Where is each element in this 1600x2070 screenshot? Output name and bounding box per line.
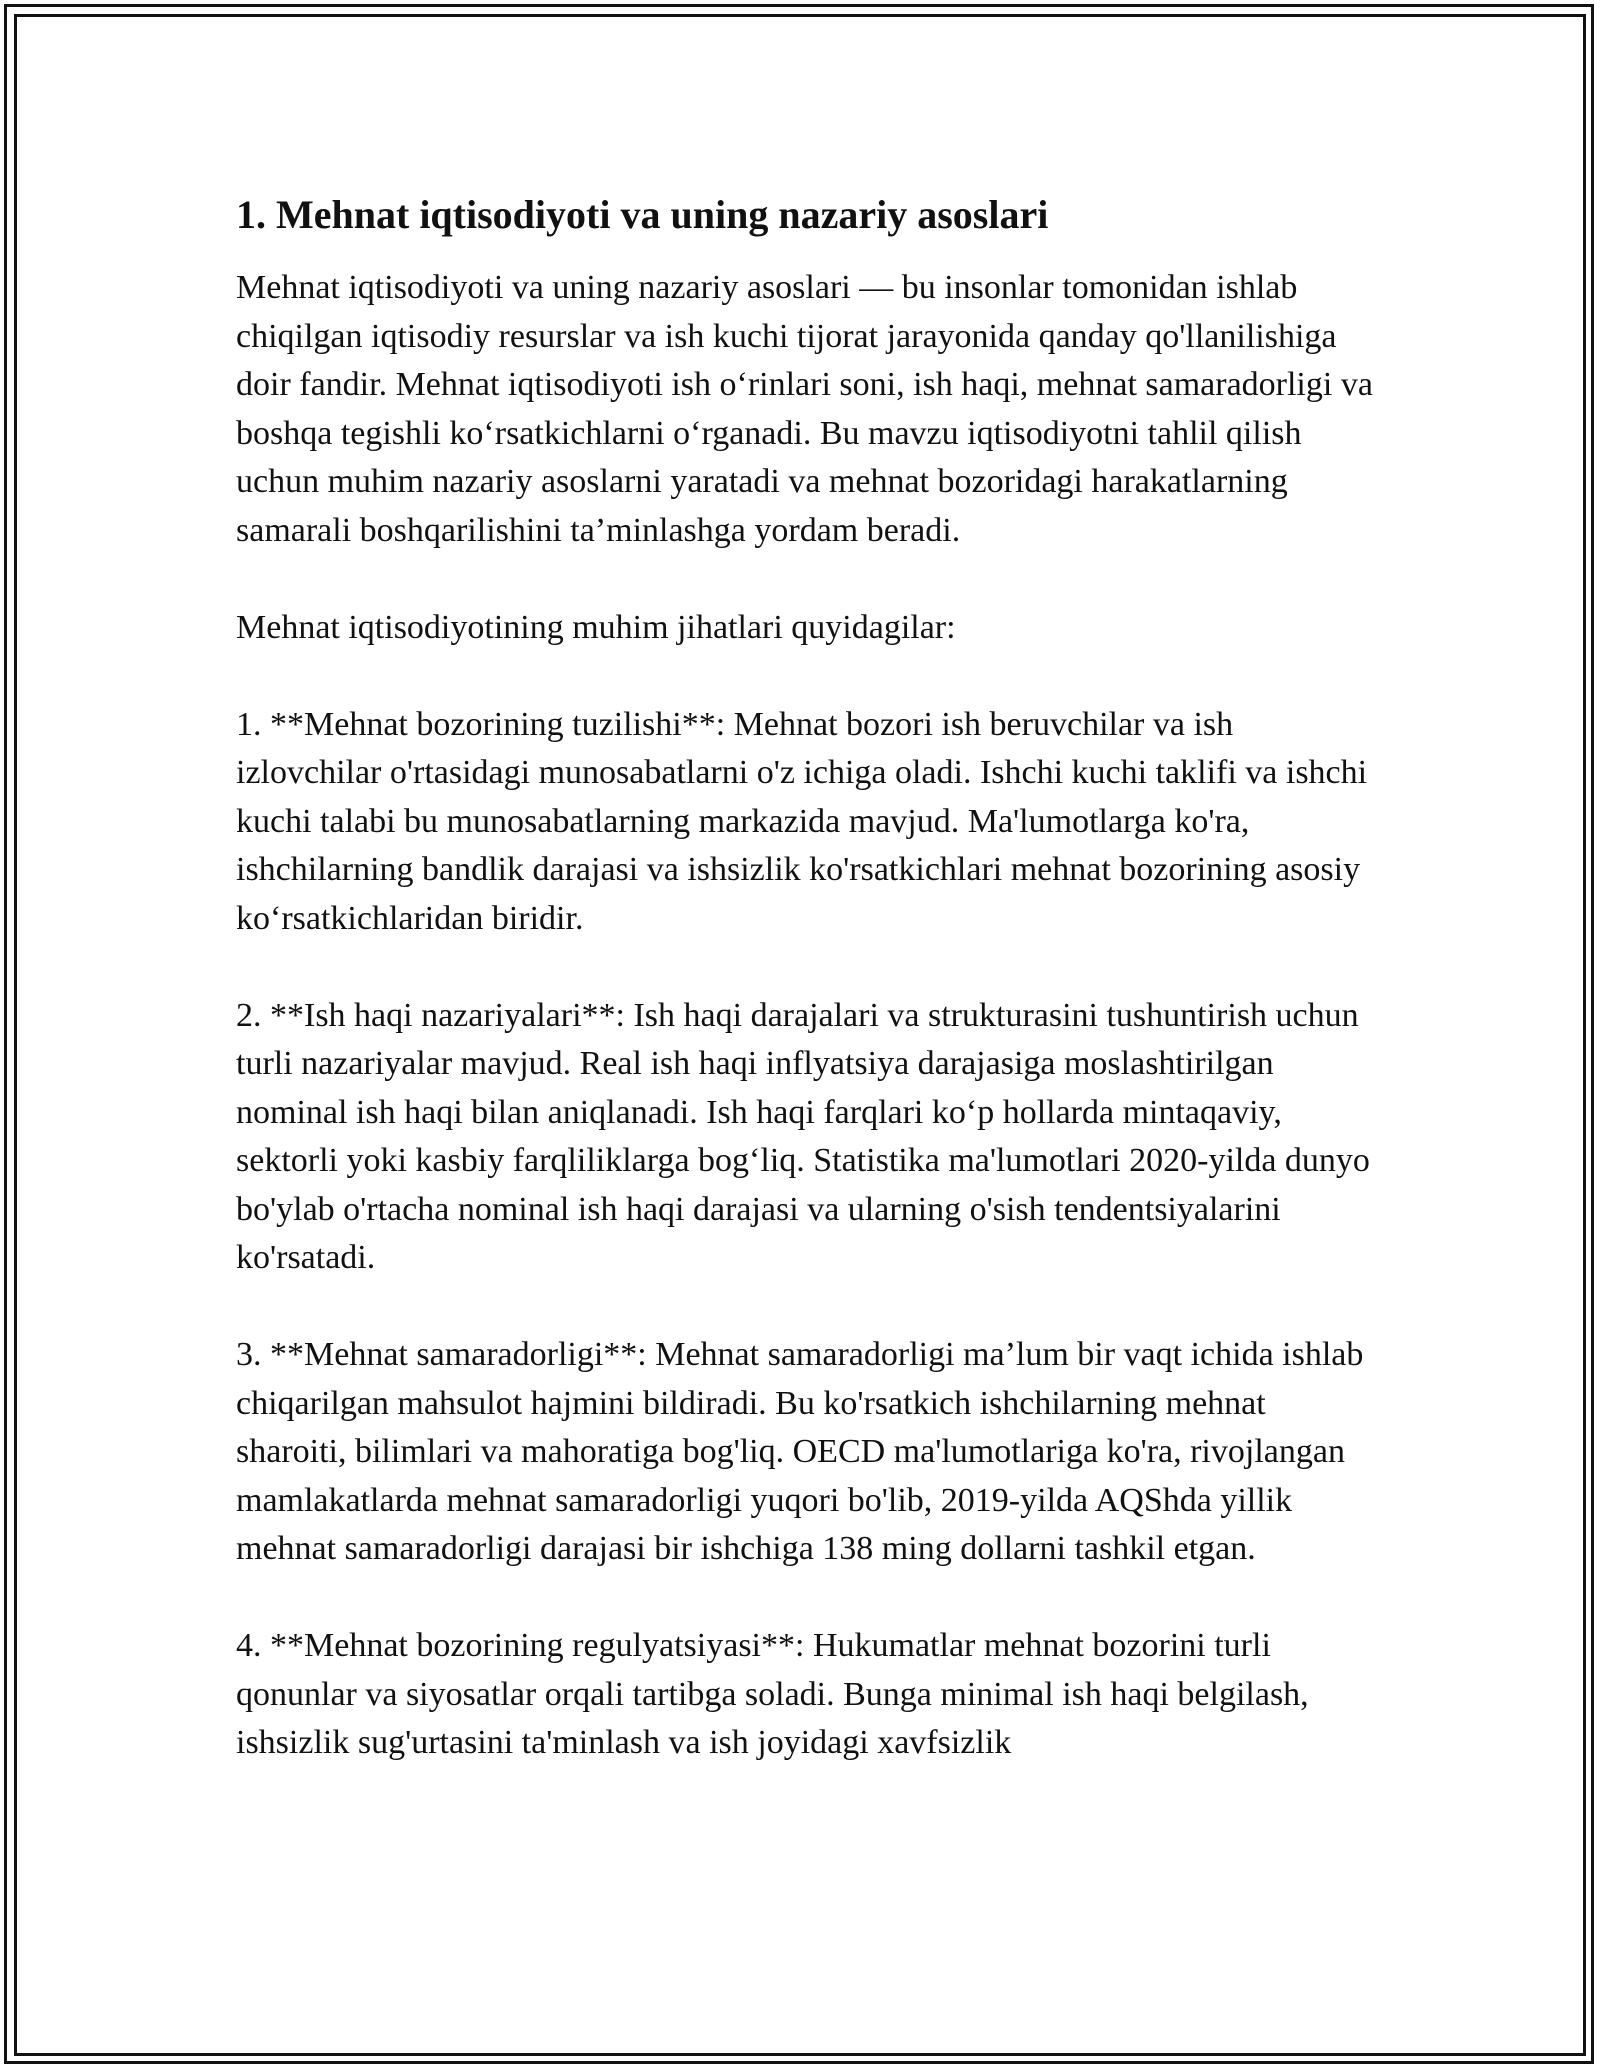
- labor-market-structure-paragraph: 1. **Mehnat bozorining tuzilishi**: Mehnat bozori ish beruvchilar va ish izlovchilar o'rtasidagi munosabatlarni o'z ichiga oladi. Ishchi kuchi taklifi va ishchi kuchi talabi bu munosabatlarning markazida mavjud. Ma'lumotlarga ko'ra, ishchilarning bandlik darajasi va ishsizlik ko'rsatkichlari mehnat bozorining asosiy ko‘rsatkichlaridan biridir.: [236, 705, 1368, 937]
- wage-theories-paragraph: 2. **Ish haqi nazariyalari**: Ish haqi darajalari va strukturasini tushuntirish uchun turli nazariyalar mavjud. Real ish haqi inflyatsiya darajasiga moslashtirilgan nominal ish haqi bilan aniqlanadi. Ish haqi farqlari ko‘p hollarda mintaqaviy, sektorli yoki kasbiy farqliliklarga bog‘liq. Statistika ma'lumotlari 2020-yilda dunyo bo'ylab o'rtacha nominal ish haqi darajasi va ularning o'sish tendentsiyalarini ko'rsatadi.: [236, 996, 1370, 1276]
- document-page: [236, 186, 1376, 1768]
- section-heading: 1. Mehnat iqtisodiyoti va uning nazariy asoslari: [236, 192, 1049, 237]
- intro-paragraph: Mehnat iqtisodiyoti va uning nazariy asoslari — bu insonlar tomonidan ishlab chiqilgan iqtisodiy resurslar va ish kuchi tijorat jarayonida qanday qo'llanilishiga doir fandir. Mehnat iqtisodiyoti ish o‘rinlari soni, ish haqi, mehnat samaradorligi va boshqa tegishli ko‘rsatkichlarni o‘rganadi. Bu mavzu iqtisodiyotni tahlil qilish uchun muhim nazariy asoslarni yaratadi va mehnat bozoridagi harakatlarning samarali boshqarilishini ta’minlashga yordam beradi.: [236, 269, 1373, 549]
- labor-market-regulation-paragraph: 4. **Mehnat bozorining regulyatsiyasi**: Hukumatlar mehnat bozorini turli qonunlar va siyosatlar orqali tartibga soladi. Bunga minimal ish haqi belgilash, ishsizlik sug'urtasini ta'minlash va ish joyidagi xavfsizlik: [236, 1627, 1309, 1761]
- aspects-intro-paragraph: Mehnat iqtisodiyotining muhim jihatlari quyidagilar:: [236, 608, 956, 646]
- labor-productivity-paragraph: 3. **Mehnat samaradorligi**: Mehnat samaradorligi ma’lum bir vaqt ichida ishlab chiqarilgan mahsulot hajmini bildiradi. Bu ko'rsatkich ishchilarning mehnat sharoiti, bilimlari va mahoratiga bog'liq. OECD ma'lumotlariga ko'ra, rivojlangan mamlakatlarda mehnat samaradorligi yuqori bo'lib, 2019-yilda AQShda yillik mehnat samaradorligi darajasi bir ishchiga 138 ming dollarni tashkil etgan.: [236, 1336, 1364, 1567]
